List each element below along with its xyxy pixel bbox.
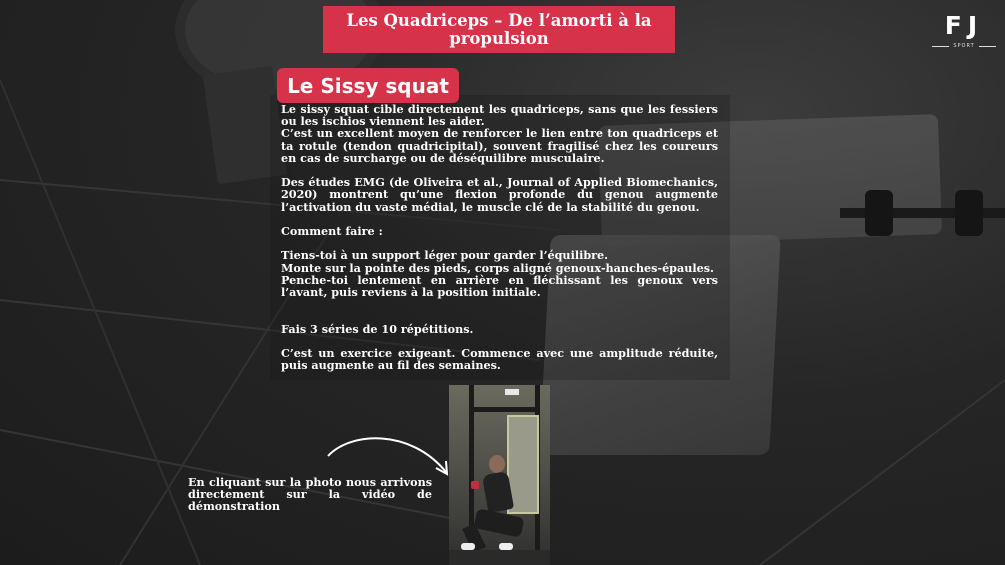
brand-logo <box>932 12 996 54</box>
section-title: Le Sissy squat <box>287 73 449 98</box>
paragraph: Le sissy squat cible directement les quadriceps, sans que les fessiers ou les ischios viennent les aider. <box>281 102 718 129</box>
floor <box>449 550 550 565</box>
dumbbell-weight <box>865 190 893 236</box>
logo-divider <box>932 46 949 47</box>
rack-bar <box>469 407 539 412</box>
instruction-line: Penche-toi lentement en arrière en fléchissant les genoux vers l’avant, puis reviens à la position initiale. <box>281 272 718 299</box>
shoe <box>499 543 513 550</box>
logo-letters: FJ <box>944 11 984 40</box>
demo-video-photo[interactable] <box>449 385 550 565</box>
demo-caption: En cliquant sur la photo nous arrivons directement sur la vidéo de démonstration <box>188 475 432 513</box>
shoe <box>461 543 475 550</box>
logo-subtext: SPORT <box>953 43 975 49</box>
curved-arrow-icon <box>320 430 455 480</box>
exit-sign <box>505 389 519 395</box>
paragraph: C’est un exercice exigeant. Commence avec une amplitude réduite, puis augmente au fil des semaines. <box>281 345 718 373</box>
paragraph: C’est un excellent moyen de renforcer le lien entre ton quadriceps et ta rotule (tendon quadricipital), souvent fragilisé chez les coureurs en cas de surcharge ou de déséquilibre musculaire. <box>281 126 718 165</box>
section-title-pill <box>277 68 459 103</box>
instruction-line: Monte sur la pointe des pieds, corps aligné genoux-hanches-épaules. <box>281 260 714 275</box>
page-title: Les Quadriceps – De l’amorti à la propulsion <box>346 10 652 48</box>
logo-subrow <box>932 43 996 49</box>
subheading: Comment faire : <box>281 224 383 238</box>
resistance-band <box>471 481 479 489</box>
sets-reps: Fais 3 séries de 10 répétitions. <box>281 321 474 336</box>
exercise-description <box>281 103 718 371</box>
dumbbell-weight <box>955 190 983 236</box>
logo-divider <box>979 46 996 47</box>
person-head <box>489 455 505 473</box>
title-banner <box>323 6 675 53</box>
instruction-line: Tiens-toi à un support léger pour garder l’équilibre. <box>281 248 609 263</box>
paragraph: Des études EMG (de Oliveira et al., Journal of Applied Biomechanics, 2020) montrent qu’une flexion profonde du genou augmente l’activation du vaste médial, le muscle clé de la stabilité du genou. <box>281 175 718 214</box>
